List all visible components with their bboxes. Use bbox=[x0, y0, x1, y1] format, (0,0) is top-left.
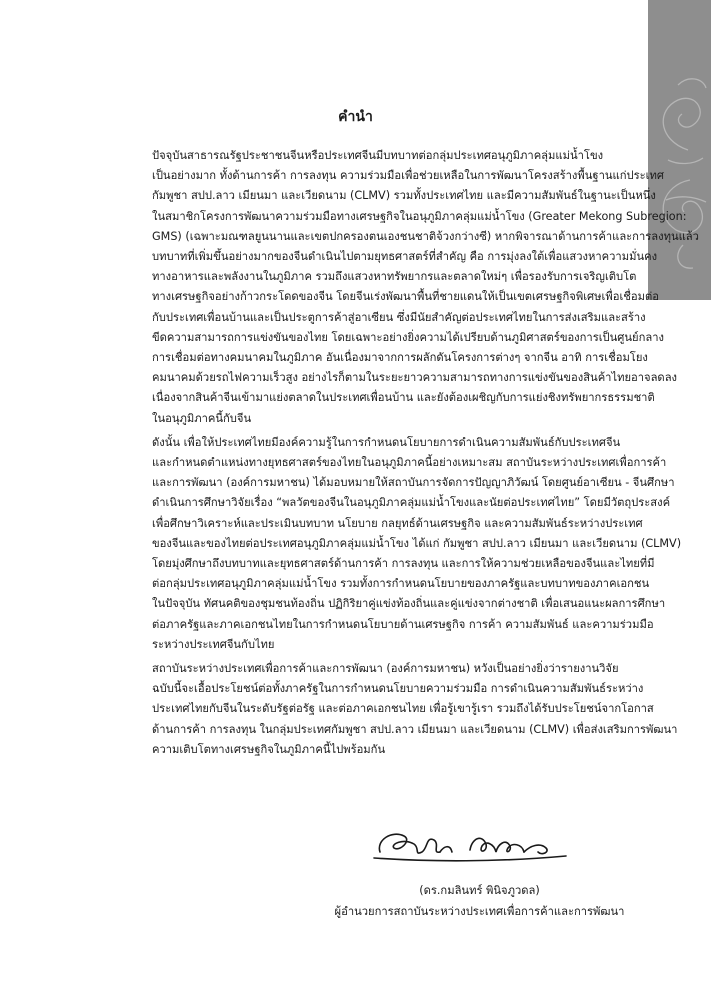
signatory-position: ผู้อำนวยการสถาบันระหว่างประเทศเพื่อการค้าและการพัฒนา bbox=[334, 905, 625, 918]
text-line: เพื่อศึกษาวิเคราะห์และประเมินบทบาท นโยบาย กลยุทธ์ด้านเศรษฐกิจ และความสัมพันธ์ระหว่างประเทศ bbox=[152, 516, 643, 530]
text-line: ต่อภาครัฐและภาคเอกชนไทยในการกำหนดนโยบายด้านเศรษฐกิจ การค้า ความสัมพันธ์ และความร่วมมือ bbox=[152, 617, 654, 631]
text-line: โดยมุ่งศึกษาถึงบทบาทและยุทธศาสตร์ด้านการค้า การลงทุน และการให้ความช่วยเหลือของจีนและไทยที่มี bbox=[152, 557, 655, 571]
text-line: ในปัจจุบัน ทัศนคติของชุมชนท้องถิ่น ปฏิกิริยาคู่แข่งท้องถิ่นและคู่แข่งจากต่างชาติ เพื่อเสนอแนะผลการศึกษา bbox=[152, 597, 666, 611]
text-line: ทางเศรษฐกิจอย่างก้าวกระโดดของจีน โดยจีนเร่งพัฒนาพื้นที่ชายแดนให้เป็นเขตเศรษฐกิจพิเศษเพื่อเชื่อมต่อ bbox=[152, 290, 659, 304]
ornament-pattern-icon bbox=[648, 0, 711, 300]
paragraph bbox=[94, 146, 699, 429]
foreword-body bbox=[94, 146, 699, 764]
text-line: ปัจจุบันสาธารณรัฐประชาชนจีนหรือประเทศจีนมีบทบาทต่อกลุ่มประเทศอนุภูมิภาคลุ่มแม่น้ำโขง bbox=[152, 149, 604, 162]
paragraph bbox=[94, 433, 682, 655]
text-line: คมนาคมด้วยรถไฟความเร็วสูง อย่างไรก็ตามในระยะยาวความสามารถทางการแข่งขันของสินค้าไทยอาจลดลง bbox=[152, 371, 678, 385]
text-line: ต่อกลุ่มประเทศอนุภูมิภาคลุ่มแม่น้ำโขง รวมทั้งการกำหนดนโยบายของภาครัฐและบทบาทของภาคเอกชน bbox=[152, 577, 650, 591]
text-line: ประเทศไทยกับจีนในระดับรัฐต่อรัฐ และต่อภาคเอกชนไทย เพื่อรู้เขารู้เรา รวมถึงได้รับประโยชน์จากโอกาส bbox=[152, 702, 654, 716]
text-line: สถาบันระหว่างประเทศเพื่อการค้าและการพัฒนา (องค์การมหาชน) หวังเป็นอย่างยิ่งว่ารายงานวิจัย bbox=[152, 662, 619, 676]
text-line: เนื่องจากสินค้าจีนเข้ามาแย่งตลาดในประเทศเพื่อนบ้าน และยังต้องเผชิญกับการแย่งชิงทรัพยากรธรรมชาติ bbox=[152, 391, 655, 405]
text-line: การเชื่อมต่อทางคมนาคมในภูมิภาค อันเนื่องมาจากการผลักดันโครงการต่างๆ จากจีน อาทิ การเชื่อมโยง bbox=[152, 351, 648, 365]
text-line: ดำเนินการศึกษาวิจัยเรื่อง “พลวัตของจีนในอนุภูมิภาคลุ่มแม่น้ำโขงและนัยต่อประเทศไทย” โดยมีวัตถุประสงค์ bbox=[152, 496, 671, 510]
text-line: กัมพูชา สปป.ลาว เมียนมา และเวียดนาม (CLMV) รวมทั้งประเทศไทย และมีความสัมพันธ์ในฐานะเป็นหนึ่ง bbox=[152, 189, 656, 203]
text-line: ในอนุภูมิภาคนี้กับจีน bbox=[152, 411, 252, 425]
text-line: ของจีนและของไทยต่อประเทศอนุภูมิภาคลุ่มแม่น้ำโขง ได้แก่ กัมพูชา สปป.ลาว เมียนมา และเวียดนาม (CLMV) bbox=[152, 536, 682, 550]
side-tab bbox=[648, 0, 711, 300]
text-line: ดังนั้น เพื่อให้ประเทศไทยมีองค์ความรู้ในการกำหนดนโยบายการดำเนินความสัมพันธ์กับประเทศจีน bbox=[152, 435, 621, 449]
text-line: ทางอาหารและพลังงานในภูมิภาค รวมถึงแสวงหาทรัพยากรและตลาดใหม่ๆ เพื่อรองรับการเจริญเติบโต bbox=[152, 270, 637, 284]
page-title: คำนำ bbox=[338, 109, 373, 125]
text-line: ในสมาชิกโครงการพัฒนาความร่วมมือทางเศรษฐกิจในอนุภูมิภาคลุ่มแม่น้ำโขง (Greater Mekong Subregion: bbox=[152, 209, 687, 223]
text-line: GMS) (เฉพาะมณฑลยูนนานและเขตปกครองตนเองชนชาติจ้วงกว่างซี) หากพิจารณาด้านการค้าและการลงทุนแล้ว bbox=[152, 229, 699, 243]
text-line: ฉบับนี้จะเอื้อประโยชน์ต่อทั้งภาครัฐในการกำหนดนโยบายความร่วมมือ การดำเนินความสัมพันธ์ระหว่าง bbox=[152, 682, 644, 696]
text-line: บทบาทที่เพิ่มขึ้นอย่างมากของจีนดำเนินไปตามยุทธศาสตร์ที่สำคัญ คือ การมุ่งลงใต้เพื่อแสวงหาความมั่นคง bbox=[152, 250, 658, 264]
text-line: และการพัฒนา (องค์การมหาชน) ได้มอบหมายให้สถาบันการจัดการปัญญาภิวัฒน์ โดยศูนย์อาเซียน - จีนศึกษา bbox=[152, 476, 675, 490]
text-line: ความเติบโตทางเศรษฐกิจในภูมิภาคนี้ไปพร้อมกัน bbox=[152, 742, 386, 756]
text-line: ด้านการค้า การลงทุน ในกลุ่มประเทศกัมพูชา สปป.ลาว เมียนมา และเวียดนาม (CLMV) เพื่อส่งเสริมการพัฒนา bbox=[152, 722, 678, 736]
text-line: และกำหนดตำแหน่งทางยุทธศาสตร์ของไทยในอนุภูมิภาคนี้อย่างเหมาะสม สถาบันระหว่างประเทศเพื่อการค้า bbox=[152, 456, 667, 470]
text-line: เป็นอย่างมาก ทั้งด้านการค้า การลงทุน ความร่วมมือเพื่อช่วยเหลือในการพัฒนาโครงสร้างพื้นฐานแก่ประเทศ bbox=[152, 169, 664, 183]
paragraph bbox=[94, 659, 678, 760]
text-line: ขีดความสามารถการแข่งขันของไทย โดยเฉพาะอย่างยิ่งความได้เปรียบด้านภูมิศาสตร์ของการเป็นศูนย์กลาง bbox=[152, 330, 664, 344]
signatory-name: (ดร.กมลินทร์ พินิจภูวดล) bbox=[419, 884, 540, 897]
signature-image bbox=[370, 822, 570, 868]
text-line: ระหว่างประเทศจีนกับไทย bbox=[152, 637, 275, 651]
text-line: กับประเทศเพื่อนบ้านและเป็นประตูการค้าสู่อาเซียน ซึ่งมีนัยสำคัญต่อประเทศไทยในการส่งเสริมและสร้าง bbox=[152, 310, 646, 324]
